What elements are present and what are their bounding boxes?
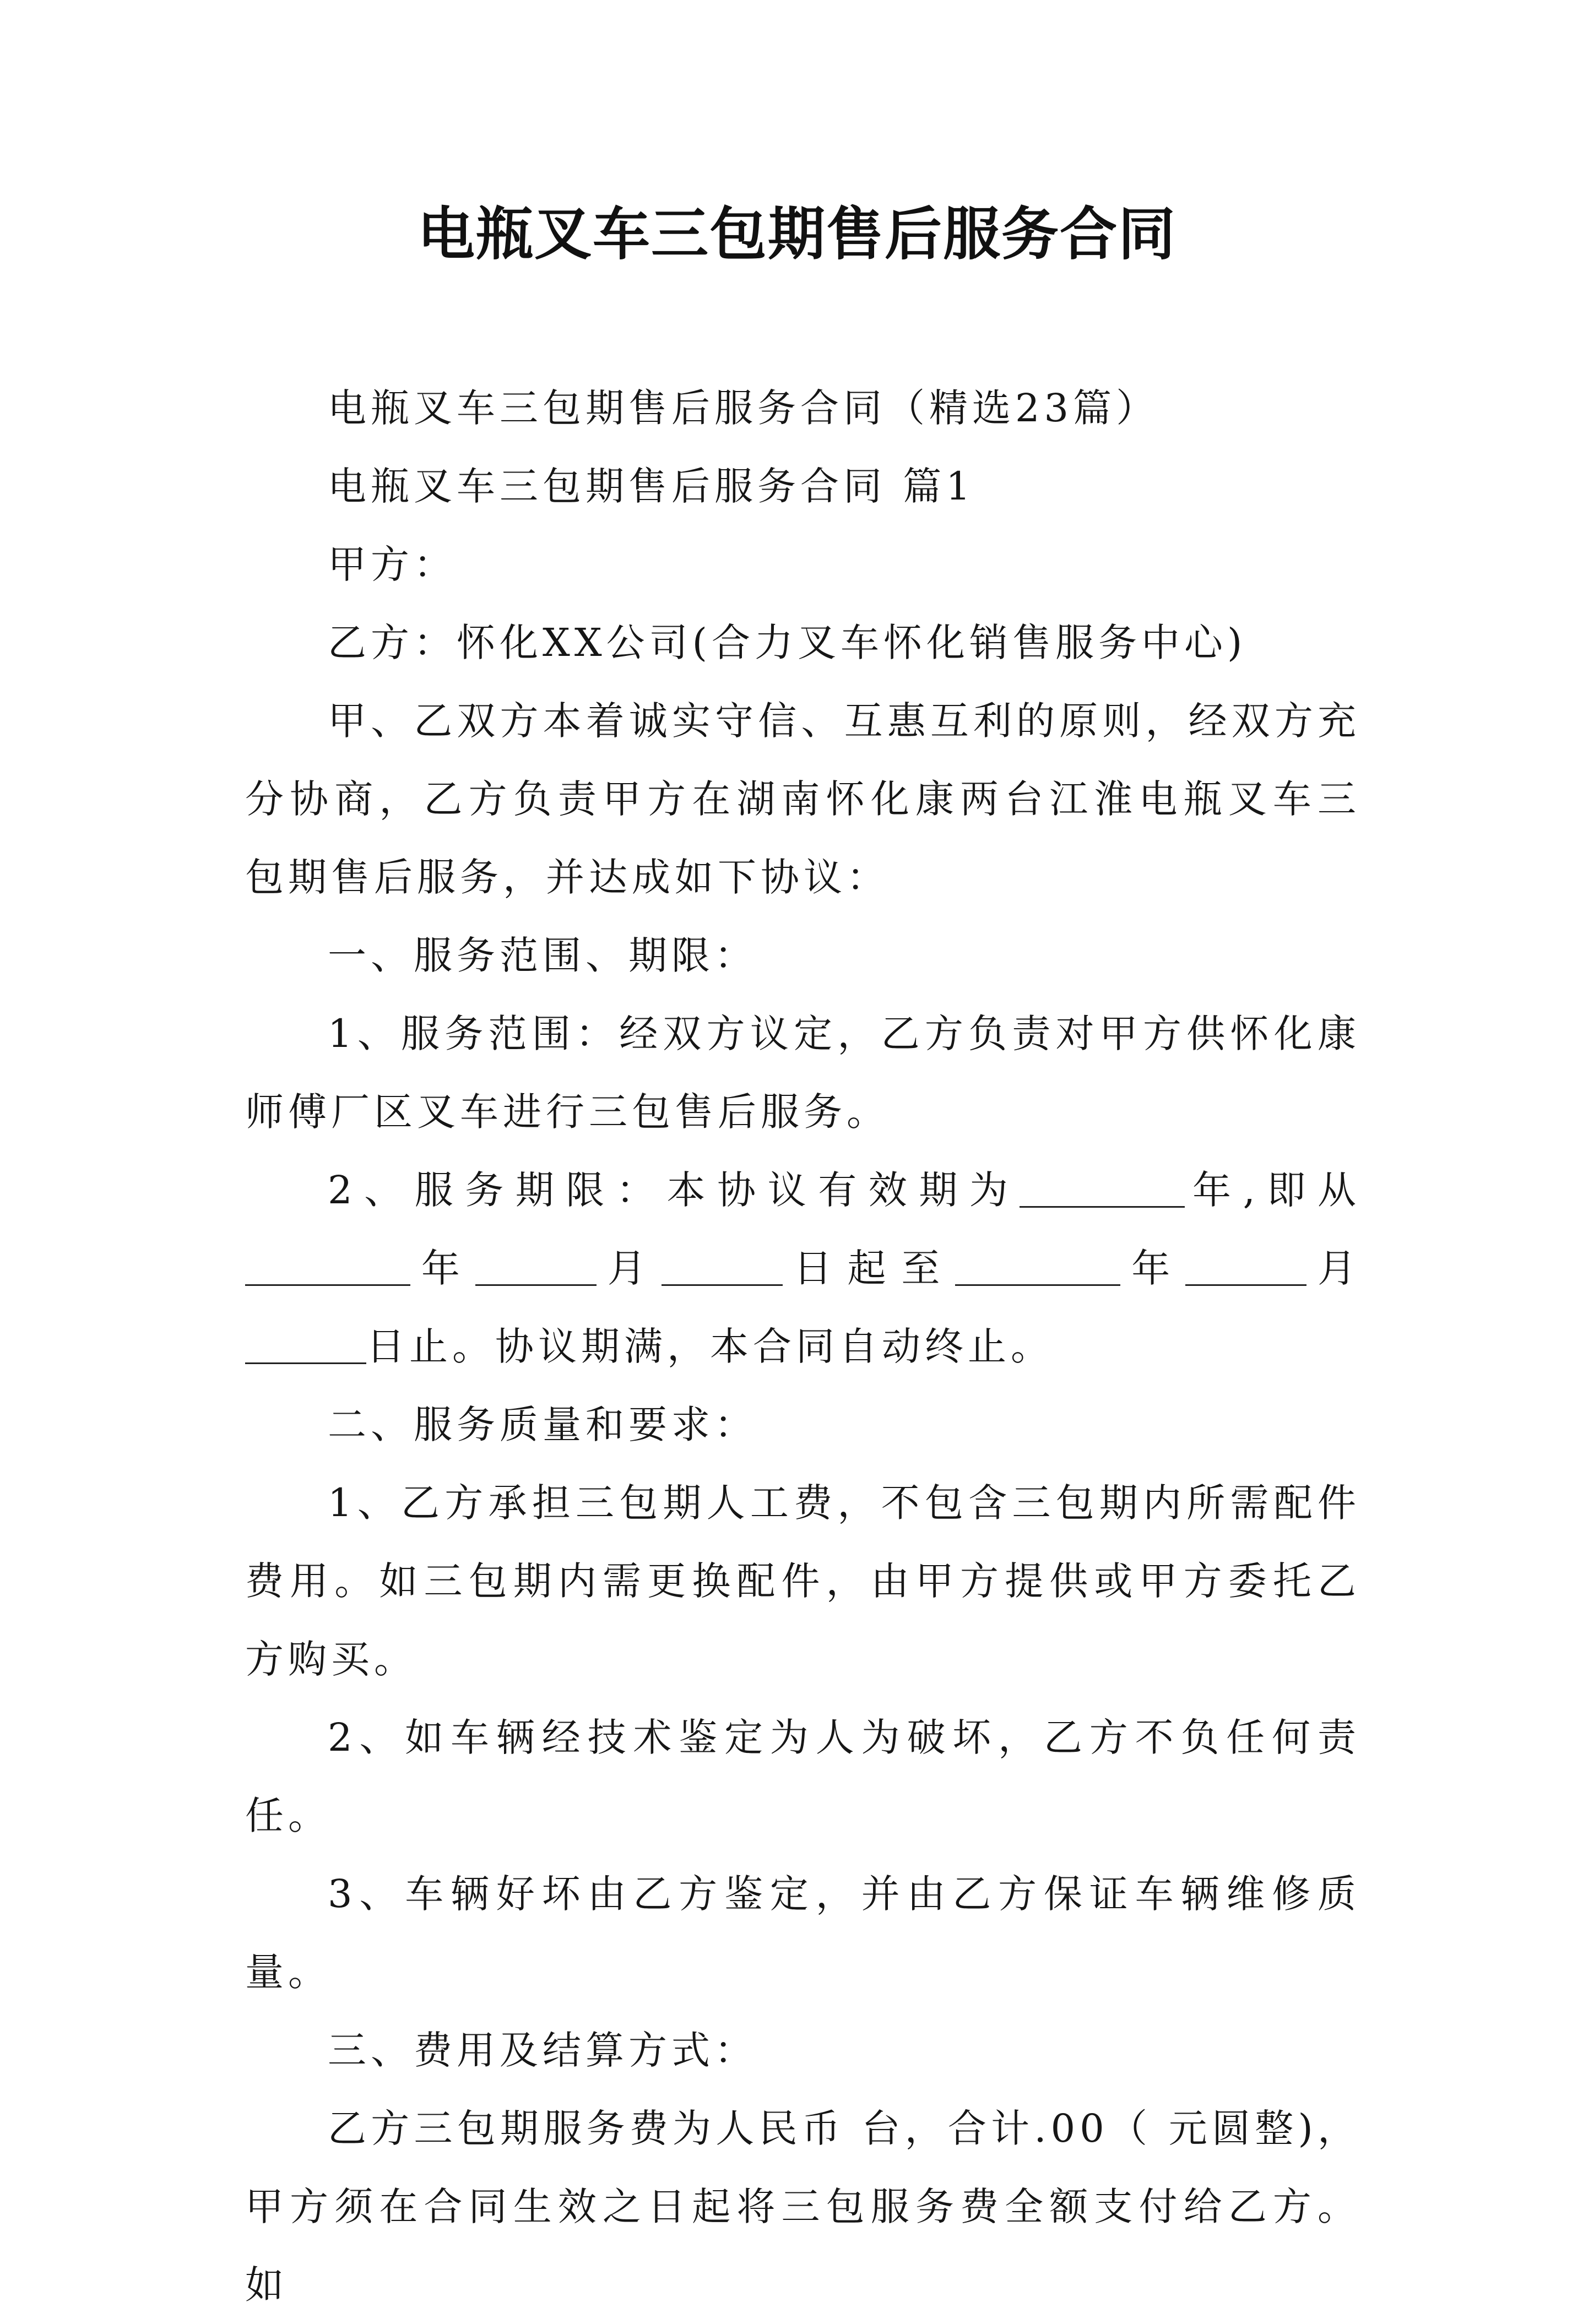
section-2-item-1: 1、乙方承担三包期人工费，不包含三包期内所需配件费用。如三包期内需更换配件，由甲方提供或甲方委托乙方购买。 [245,1480,1360,1682]
section-3-heading: 三、费用及结算方式： [328,2028,757,2073]
term-text-8: 日止。协议期满，本合同自动终止。 [366,1324,1054,1369]
start-year-blank [245,1246,410,1286]
section-3-paragraph: 乙方三包期服务费为人民币 台，合计.00（ 元圆整)，甲方须在合同生效之日起将三包服务费全额支付给乙方。如 [245,2106,1360,2307]
term-years-blank [1020,1168,1185,1208]
start-month-blank [475,1246,597,1286]
party-b: 乙方：怀化XX公司(合力叉车怀化销售服务中心) [328,620,1247,665]
term-text-6: 年 [1120,1246,1186,1291]
party-a: 甲方： [328,542,457,587]
section-2-item-3: 3、车辆好坏由乙方鉴定，并由乙方保证车辆维修质量。 [245,1871,1360,1995]
document-subtitle: 电瓶叉车三包期售后服务合同（精选23篇） [328,385,1159,431]
section-1-item-2 [245,1151,1360,1386]
section-1-heading: 一、服务范围、期限： [328,933,757,978]
term-text-2: 年,即从 [1185,1168,1360,1213]
intro-paragraph: 甲、乙双方本着诚实守信、互惠互利的原则，经双方充分协商，乙方负责甲方在湖南怀化康两台江淮电瓶叉车三包期售后服务，并达成如下协议： [245,698,1360,900]
end-month-blank [1185,1246,1306,1286]
end-year-blank [955,1246,1120,1286]
term-text-3: 年 [410,1246,475,1291]
term-text-1: 2、服务期限：本协议有效期为 [328,1168,1020,1213]
start-day-blank [662,1246,783,1286]
end-day-blank [245,1324,366,1364]
section-2-item-2: 2、如车辆经技术鉴定为人为破坏，乙方不负任何责任。 [245,1715,1360,1838]
term-text-5: 日起至 [782,1246,956,1291]
term-text-4: 月 [596,1246,662,1291]
document-title: 电瓶叉车三包期售后服务合同 [417,200,1176,268]
document-body [245,369,1360,2324]
term-text-7: 月 [1306,1246,1361,1291]
section-2-heading: 二、服务质量和要求： [328,1402,757,1447]
section-1-item-1: 1、服务范围：经双方议定，乙方负责对甲方供怀化康师傅厂区叉车进行三包售后服务。 [245,1011,1360,1134]
section-heading: 电瓶叉车三包期售后服务合同 篇1 [328,464,975,509]
